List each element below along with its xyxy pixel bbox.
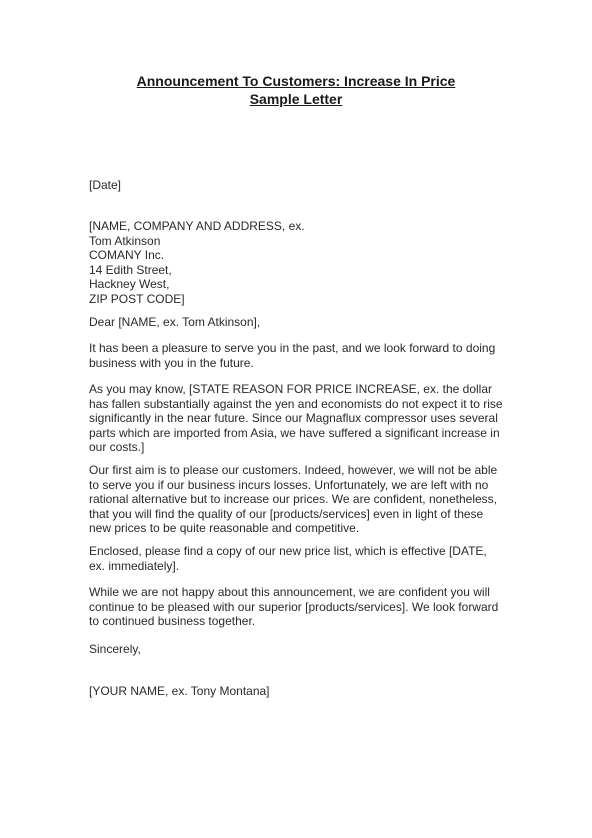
recipient-line: COMANY Inc. xyxy=(89,248,165,262)
paragraph-line: to continued business together. xyxy=(89,614,256,628)
paragraph-line: Our first aim is to please our customers. Indeed, however, we will not be able xyxy=(89,463,498,477)
recipient-line: Tom Atkinson xyxy=(89,233,161,248)
paragraph-line: Enclosed, please find a copy of our new price list, which is effective [DATE, xyxy=(89,544,487,558)
paragraph-line: that you will find the quality of our [products/services] even in light of these xyxy=(89,506,484,521)
paragraph-4 xyxy=(89,544,529,573)
paragraph-line: rational alternative but to increase our prices. We are confident, nonetheless, xyxy=(89,492,498,506)
signature-text: [YOUR NAME, ex. Tony Montana] xyxy=(89,684,270,698)
paragraph-line: continue to be pleased with our superior [products/services]. We look forward xyxy=(89,599,499,614)
paragraph-2 xyxy=(89,382,529,455)
paragraph-line: As you may know, [STATE REASON FOR PRICE INCREASE, ex. the dollar xyxy=(89,382,493,396)
salutation-text: Dear [NAME, ex. Tom Atkinson], xyxy=(89,315,261,329)
paragraph-line: It has been a pleasure to serve you in the past, and we look forward to doing xyxy=(89,341,496,355)
paragraph-3 xyxy=(89,463,529,536)
signature xyxy=(89,684,529,699)
paragraph-line: business with you in the future. xyxy=(89,355,254,370)
letter-title-line-2: Sample Letter xyxy=(249,91,343,107)
paragraph-5 xyxy=(89,585,529,629)
paragraph-line: ex. immediately]. xyxy=(89,558,180,573)
closing xyxy=(89,642,529,657)
recipient-block xyxy=(89,219,529,306)
paragraph-line: has fallen substantially against the yen and economists do not expect it to rise xyxy=(89,396,503,411)
paragraph-line: new prices to be quite reasonable and competitive. xyxy=(89,521,360,535)
paragraph-line: our costs.] xyxy=(89,440,145,454)
paragraph-line: While we are not happy about this announcement, we are confident you will xyxy=(89,585,490,599)
paragraph-line: to serve you if our business incurs losses. Unfortunately, we are left with no xyxy=(89,477,489,492)
salutation xyxy=(89,315,529,330)
letter-date xyxy=(89,178,529,193)
paragraph-1 xyxy=(89,341,529,370)
recipient-line: ZIP POST CODE] xyxy=(89,291,185,306)
letter-title-line-1: Announcement To Customers: Increase In Price xyxy=(136,73,456,89)
paragraph-line: significantly in the near future. Since our Magnaflux compressor uses several xyxy=(89,411,498,425)
date-text: [Date] xyxy=(89,178,122,192)
recipient-line: 14 Edith Street, xyxy=(89,262,172,277)
paragraph-line: parts which are imported from Asia, we have suffered a significant increase in xyxy=(89,425,500,440)
closing-text: Sincerely, xyxy=(89,642,141,656)
recipient-line: [NAME, COMPANY AND ADDRESS, ex. xyxy=(89,219,305,233)
recipient-line: Hackney West, xyxy=(89,277,170,291)
